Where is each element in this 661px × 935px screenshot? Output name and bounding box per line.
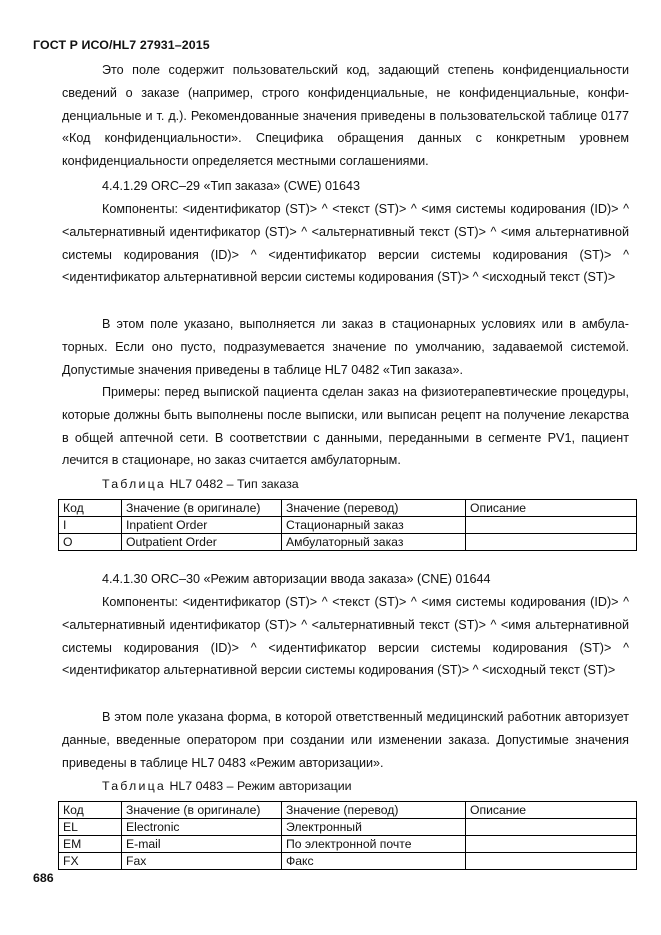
cell-code: O (59, 534, 122, 551)
section-heading-orc30: 4.4.1.30 ORC–30 «Режим авторизации ввода заказа» (CNE) 01644 (102, 572, 491, 586)
table-hl7-0483 (58, 801, 637, 870)
header-original-value: Значение (в оригинале) (122, 802, 282, 819)
header-code: Код (59, 500, 122, 517)
caption-title: Тип заказа (237, 477, 299, 491)
cell-description (466, 853, 637, 870)
paragraph-confidentiality: Это поле содержит пользовательский код, задающий степень конфиденциальности сведений о заказе (например, строго конфиденциальные, не конфиденциальные, конфиденциальные и т. д.). Рекомендованные значения приведены в пользовательской таблице 0177 «Код конфиденциальности». Специфика обращения данных с конкретным уровнем конфиденциальности определяется местными соглашениями. (62, 63, 629, 169)
table-row (59, 853, 637, 870)
cell-original-value: Electronic (122, 819, 282, 836)
paragraph-description-orc29: В этом поле указано, выполняется ли заказ в стационарных условиях или в амбулаторных. Если оно пусто, подразумевается значение по умолчанию, задаваемой системой. Допустимые значения приведены в таблице HL7 0482 «Тип заказа». (62, 317, 629, 377)
table-row (59, 836, 637, 853)
cell-original-value: Fax (122, 853, 282, 870)
table-row (59, 819, 637, 836)
header-original-value: Значение (в оригинале) (122, 500, 282, 517)
section-heading-orc29: 4.4.1.29 ORC–29 «Тип заказа» (CWE) 01643 (102, 179, 361, 193)
paragraph-example-orc29: Примеры: перед выпиской пациента сделан заказ на физиотерапевтические процедуры, которые должны быть выполнены после выписки, или выписан рецепт на получение лекарства в общей аптечной сети. В соответствии с данными, переданными в сегменте PV1, пациент лечится в стационаре, но заказ считается амбулаторным. (62, 385, 629, 468)
standard-header: ГОСТ Р ИСО/HL7 27931–2015 (33, 38, 210, 52)
paragraph-description-orc30: В этом поле указана форма, в которой ответственный медицинский работник авторизует данные, введенные оператором при создании или изменении заказа. Допустимые значения приведены в таблице HL7 0483 «Режим авторизации». (62, 710, 629, 770)
header-description: Описание (466, 802, 637, 819)
cell-translated-value: Факс (282, 853, 466, 870)
table-row (59, 517, 637, 534)
cell-translated-value: Стационарный заказ (282, 517, 466, 534)
caption-dash: – (226, 477, 234, 491)
cell-original-value: Outpatient Order (122, 534, 282, 551)
cell-description (466, 836, 637, 853)
cell-code: FX (59, 853, 122, 870)
caption-title: Режим авторизации (237, 779, 352, 793)
cell-translated-value: По электронной почте (282, 836, 466, 853)
paragraph-components-orc30: Компоненты: <идентификатор (ST)> ^ <текст (ST)> ^ <имя системы кодирования (ID)> ^ <альтернативный идентификатор (ST)> ^ <альтернативный текст (ST)> ^ <имя альтернативной системы кодирования (ID)> ^ <идентификатор версии системы кодирования (ST)> ^ <идентификатор альтернативной версии системы кодирования (ST)> ^ <исходный текст (ST)> (62, 595, 629, 678)
caption-word: Таблица (102, 477, 166, 491)
table-header-row (59, 500, 637, 517)
header-translated-value: Значение (перевод) (282, 802, 466, 819)
cell-translated-value: Электронный (282, 819, 466, 836)
table-header-row (59, 802, 637, 819)
cell-description (466, 534, 637, 551)
table-caption-0482 (102, 475, 299, 493)
cell-code: I (59, 517, 122, 534)
header-translated-value: Значение (перевод) (282, 500, 466, 517)
table-row (59, 534, 637, 551)
table-caption-0483 (102, 777, 352, 795)
cell-code: EL (59, 819, 122, 836)
table-hl7-0482 (58, 499, 637, 551)
cell-original-value: E-mail (122, 836, 282, 853)
header-description: Описание (466, 500, 637, 517)
page-number: 686 (33, 871, 54, 885)
paragraph-components-orc29: Компоненты: <идентификатор (ST)> ^ <текст (ST)> ^ <имя системы кодирования (ID)> ^ <альтернативный идентификатор (ST)> ^ <альтернативный текст (ST)> ^ <имя альтернативной системы кодирования (ID)> ^ <идентификатор версии системы кодирования (ST)> ^ <идентификатор альтернативной версии системы кодирования (ST)> ^ <исходный текст (ST)> (62, 202, 629, 285)
caption-word: Таблица (102, 779, 166, 793)
caption-ref: HL7 0483 (169, 779, 224, 793)
cell-code: EM (59, 836, 122, 853)
cell-description (466, 517, 637, 534)
caption-dash: – (226, 779, 234, 793)
header-code: Код (59, 802, 122, 819)
cell-translated-value: Амбулаторный заказ (282, 534, 466, 551)
cell-original-value: Inpatient Order (122, 517, 282, 534)
caption-ref: HL7 0482 (169, 477, 224, 491)
cell-description (466, 819, 637, 836)
